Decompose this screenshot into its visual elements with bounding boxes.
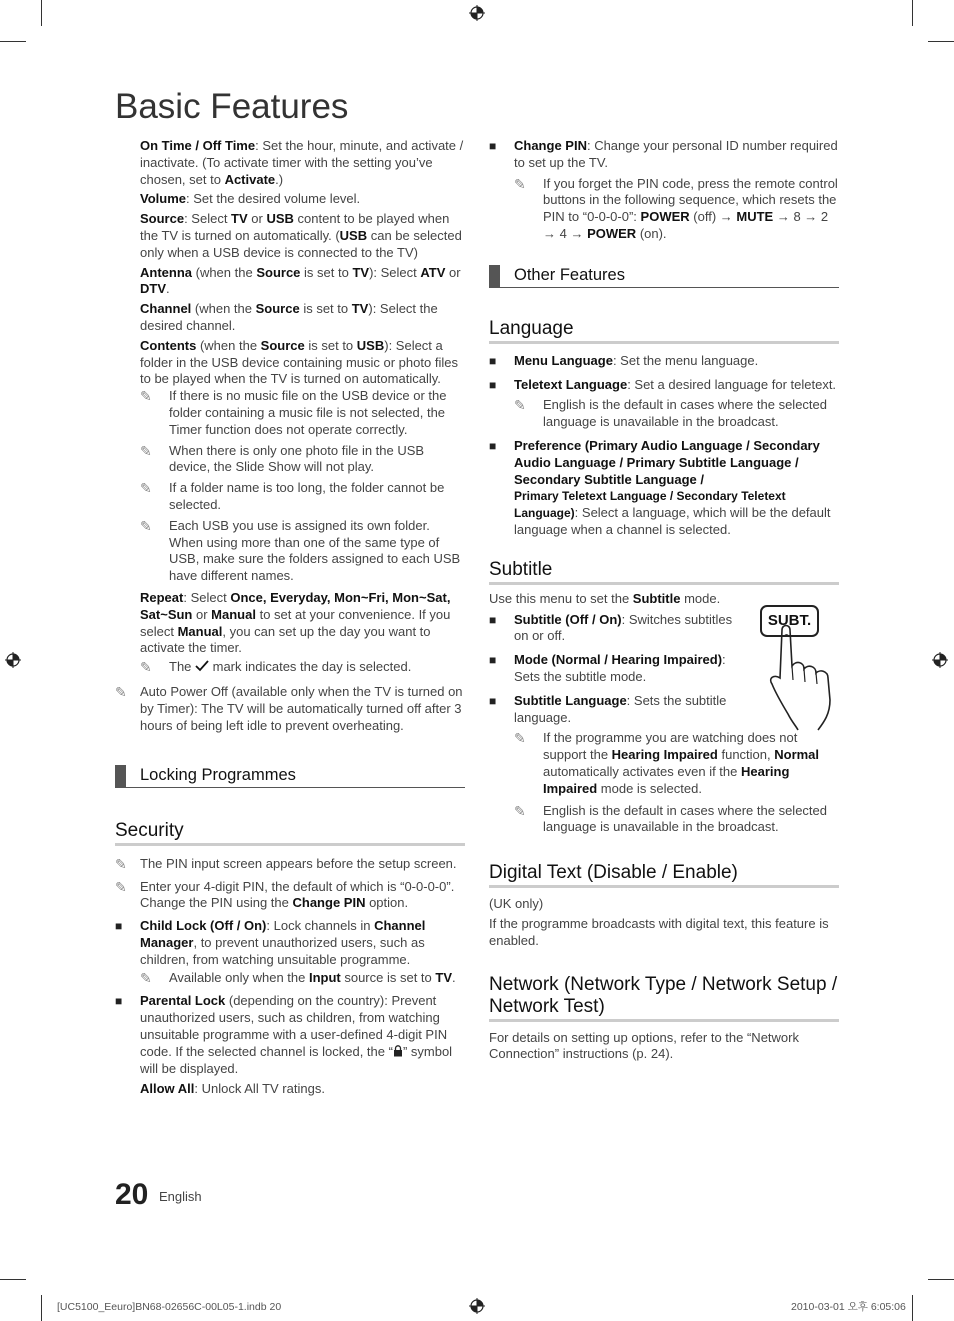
right-column [489, 138, 839, 1063]
repeat-paragraph: Repeat: Select Once, Everyday, Mon~Fri, Mon~Sat, Sat~Sun or Manual to set at your convenience. If you select Manual, you can set up the day you want to activate the timer. [140, 589, 451, 656]
hand-pointing-icon [768, 622, 843, 732]
crop-mark [928, 41, 954, 42]
left-column [115, 138, 465, 1098]
note: ✎ If you forget the PIN code, press the remote control buttons in the following sequence, which resets the PIN to “0-0-0-0”: POWER (off) → MUTE → 8 → 2 → 4 → POWER (on). [514, 175, 838, 241]
pencil-icon: ✎ [140, 388, 152, 405]
digital-text-paragraph: If the programme broadcasts with digital text, this feature is enabled. [489, 915, 829, 948]
list-item-menu-language: ■ Menu Language: Set the menu language. [489, 352, 759, 368]
section-title-language: Language [489, 318, 839, 344]
pencil-icon: ✎ [514, 175, 526, 192]
section-title-network: Network (Network Type / Network Setup / Network Test) [489, 974, 839, 1022]
footer-date: 2010-03-01 오후 6:05:06 [791, 1301, 906, 1313]
section-title-digital-text: Digital Text (Disable / Enable) [489, 862, 839, 888]
crop-mark [928, 1279, 954, 1280]
list-item-preference: ■ Preference (Primary Audio Language / Secondary Audio Language / Primary Subtitle Language / Secondary Subtitle Language / Primary Teletext Language / Secondary Teletext Language): Select a language, which will be the default language when a channel is selected. [489, 437, 831, 537]
pencil-icon: ✎ [140, 442, 152, 459]
registration-mark-icon [932, 652, 948, 668]
pencil-icon: ✎ [140, 659, 152, 676]
section-header-locking: Locking Programmes [115, 763, 465, 788]
note: ✎ If a folder name is too long, the folder cannot be selected. [140, 480, 445, 512]
channel-paragraph: Channel (when the Source is set to TV): Select the desired channel. [140, 301, 438, 333]
footer-file-info: [UC5100_Eeuro]BN68-02656C-00L05-1.indb 20 [57, 1301, 282, 1313]
registration-mark-icon [5, 652, 21, 668]
note: ✎ Enter your 4-digit PIN, the default of which is “0-0-0-0”. Change the PIN using the Change PIN option. [115, 878, 455, 911]
list-item-change-pin: ■ Change PIN: Change your personal ID number required to set up the TV. [489, 138, 838, 170]
list-item-teletext-language: ■ Teletext Language: Set a desired language for teletext. [489, 376, 837, 392]
on-time-paragraph: On Time / Off Time: Set the hour, minute, and activate / inactivate. (To activate timer with the setting you’ve chosen, set to Activate.) [140, 138, 464, 187]
lock-icon [393, 1045, 403, 1057]
crop-mark [912, 0, 913, 26]
volume-paragraph: Volume: Set the desired volume level. [140, 191, 361, 207]
pencil-icon: ✎ [514, 730, 526, 747]
subt-button: SUBT. [760, 605, 819, 637]
network-paragraph: For details on setting up options, refer to the “Network Connection” instructions (p. 24). [489, 1029, 799, 1062]
allow-all-paragraph: Allow All: Unlock All TV ratings. [140, 1081, 325, 1097]
note: ✎ If the programme you are watching does not support the Hearing Impaired function, Normal automatically activates even if the Hearing Impaired mode is selected. [514, 730, 820, 796]
pencil-icon: ✎ [115, 684, 127, 701]
page-title: Basic Features [115, 87, 349, 126]
note: ✎ The mark indicates the day is selected. [140, 659, 412, 676]
pencil-icon: ✎ [140, 517, 152, 534]
note: ✎ Available only when the Input source is set to TV. [140, 970, 456, 987]
crop-mark [0, 1279, 26, 1280]
pencil-icon: ✎ [514, 802, 526, 819]
pencil-icon: ✎ [140, 480, 152, 497]
note: ✎ If there is no music file on the USB device or the folder containing a music file is not selected, the Timer function does not operate correctly. [140, 388, 447, 437]
note: ✎ When there is only one photo file in the USB device, the Slide Show will not play. [140, 442, 425, 475]
subtitle-intro: Use this menu to set the Subtitle mode. [489, 590, 721, 606]
registration-mark-icon [469, 1298, 485, 1314]
pencil-icon: ✎ [514, 397, 526, 414]
note: ✎ The PIN input screen appears before the setup screen. [115, 855, 457, 872]
page-language: English [159, 1189, 202, 1204]
registration-mark-icon [469, 5, 485, 21]
contents-paragraph: Contents (when the Source is set to USB): Select a folder in the USB device containing music or photo files to be played when the TV is turned on automatically. [140, 337, 458, 387]
page-number: 20 [115, 1178, 149, 1211]
checkmark-icon [195, 660, 209, 672]
antenna-paragraph: Antenna (when the Source is set to TV): Select ATV or DTV. [140, 264, 461, 297]
crop-mark [0, 41, 26, 42]
note: ✎ English is the default in cases where the selected language is unavailable in the broadcast. [514, 802, 828, 835]
crop-mark [41, 1295, 42, 1321]
crop-mark [912, 1295, 913, 1321]
source-paragraph: Source: Select TV or USB content to be played when the TV is turned on automatically. (USB can be selected only when a USB device is connected to the TV) [140, 211, 462, 260]
digital-uk-only: (UK only) [489, 896, 544, 912]
list-item-subtitle-language: ■ Subtitle Language: Sets the subtitle language. [489, 692, 727, 725]
section-header-other-features: Other Features [489, 263, 839, 288]
crop-mark [41, 0, 42, 26]
note: ✎ Auto Power Off (available only when the TV is turned on by Timer): The TV will be automatically turned off after 3 hours of being left idle to prevent overheating. [115, 684, 463, 733]
section-title-subtitle: Subtitle [489, 559, 839, 585]
list-item-subtitle-onoff: ■ Subtitle (Off / On): Switches subtitles on or off. [489, 611, 733, 644]
list-item-parental-lock: ■ Parental Lock (depending on the country): Prevent unauthorized users, such as children, from watching unsuitable programme with a user-defined 4-digit PIN code. If the selected channel is locked, the “ ” symbol will be displayed. [115, 993, 453, 1076]
pencil-icon: ✎ [115, 878, 127, 895]
pencil-icon: ✎ [140, 970, 152, 987]
list-item-subtitle-mode: ■ Mode (Normal / Hearing Impaired): Sets the subtitle mode. [489, 652, 726, 684]
note: ✎ Each USB you use is assigned its own folder. When using more than one of the same type of USB, make sure the folders assigned to each USB have different names. [140, 517, 461, 584]
section-title-security: Security [115, 820, 465, 846]
pencil-icon: ✎ [115, 855, 127, 872]
list-item-child-lock: ■ Child Lock (Off / On): Lock channels in Channel Manager, to prevent unauthorized users, such as children, from watching unsuitable programme. [115, 918, 426, 967]
note: ✎ English is the default in cases where the selected language is unavailable in the broadcast. [514, 397, 828, 430]
